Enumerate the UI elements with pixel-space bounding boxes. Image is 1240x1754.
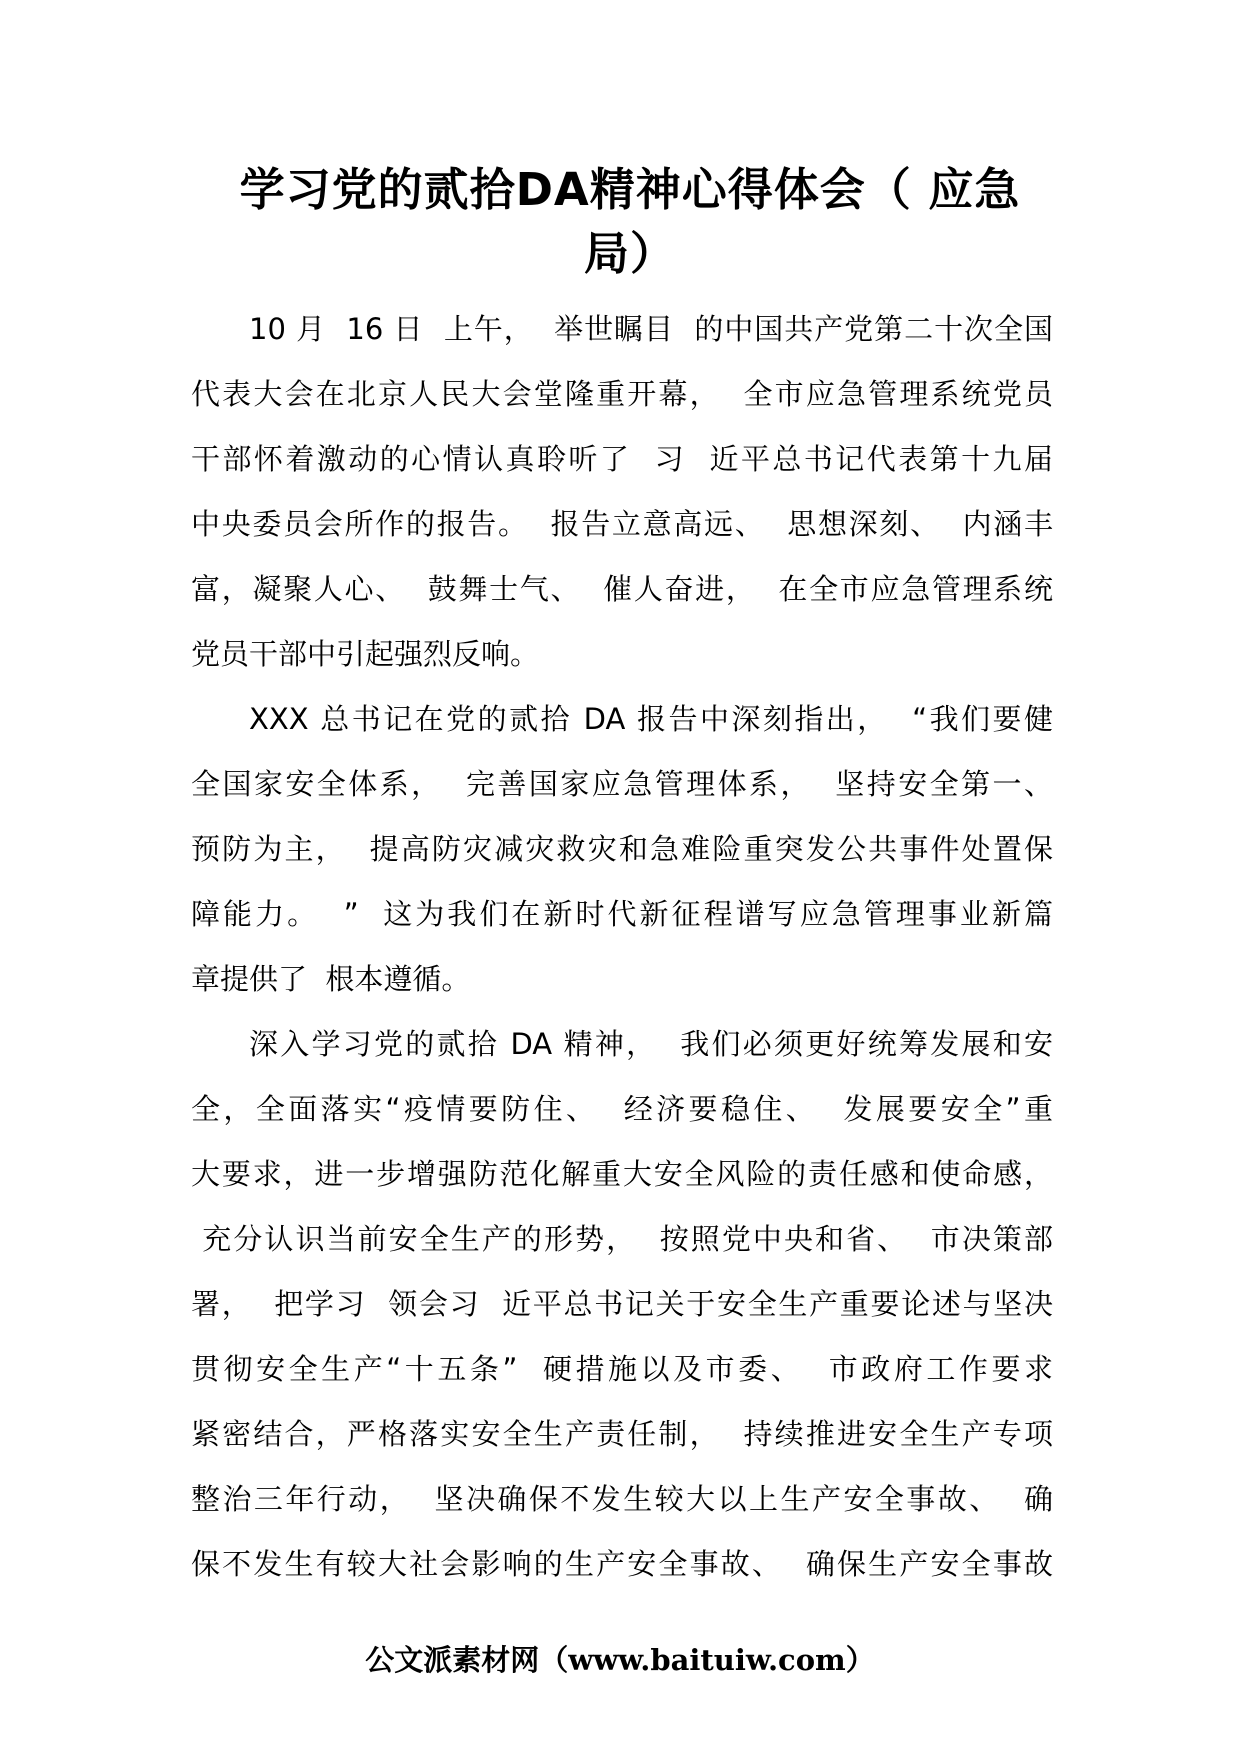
body-text-line: 富，凝聚人心、 鼓舞士气、 催人奋进， 在全市应急管理系统	[191, 572, 1053, 606]
title-line-1: 学习党的贰拾DA精神心得体会（ 应急	[239, 163, 1021, 216]
body-text-line: 预防为主， 提高防灾减灾救灾和急难险重突发公共事件处置保	[191, 832, 1053, 866]
document-title	[190, 158, 1070, 286]
body-text-line: 保不发生有较大社会影响的生产安全事故、 确保生产安全事故	[191, 1547, 1053, 1581]
body-text-line: 紧密结合，严格落实安全生产责任制， 持续推进安全生产专项	[191, 1417, 1053, 1451]
body-text-line: 党员干部中引起强烈反响。	[191, 637, 540, 671]
body-text-line: 10 月 16 日 上午， 举世瞩目 的中国共产党第二十次全国	[249, 312, 1053, 346]
body-text-line: 深入学习党的贰拾 DA 精神， 我们必须更好统筹发展和安	[249, 1027, 1053, 1061]
document-body	[191, 297, 1053, 1597]
footer-watermark: 公文派素材网（www.baituiw.com）	[365, 1643, 875, 1677]
body-text-line: 署， 把学习 领会习 近平总书记关于安全生产重要论述与坚决	[191, 1287, 1053, 1321]
body-text-line: 充分认识当前安全生产的形势， 按照党中央和省、 市决策部	[191, 1222, 1053, 1256]
body-text-line: XXX 总书记在党的贰拾 DA 报告中深刻指出， “我们要健	[249, 702, 1053, 736]
body-text-line: 干部怀着激动的心情认真聆听了 习 近平总书记代表第十九届	[191, 442, 1053, 476]
body-text-line: 全，全面落实“疫情要防住、 经济要稳住、 发展要安全”重	[191, 1092, 1053, 1126]
body-text-line: 章提供了 根本遵循。	[191, 962, 471, 996]
title-line-2: 局）	[583, 227, 676, 280]
body-text-line: 大要求，进一步增强防范化解重大安全风险的责任感和使命感，	[191, 1157, 1053, 1191]
body-text-line: 贯彻安全生产“十五条” 硬措施以及市委、 市政府工作要求	[191, 1352, 1053, 1386]
body-text-line: 代表大会在北京人民大会堂隆重开幕， 全市应急管理系统党员	[191, 377, 1053, 411]
body-text-line: 障能力。 ” 这为我们在新时代新征程谱写应急管理事业新篇	[191, 897, 1053, 931]
body-text-line: 全国家安全体系， 完善国家应急管理体系， 坚持安全第一、	[191, 767, 1053, 801]
body-text-line: 中央委员会所作的报告。 报告立意高远、 思想深刻、 内涵丰	[191, 507, 1053, 541]
body-text-line: 整治三年行动， 坚决确保不发生较大以上生产安全事故、 确	[191, 1482, 1053, 1516]
